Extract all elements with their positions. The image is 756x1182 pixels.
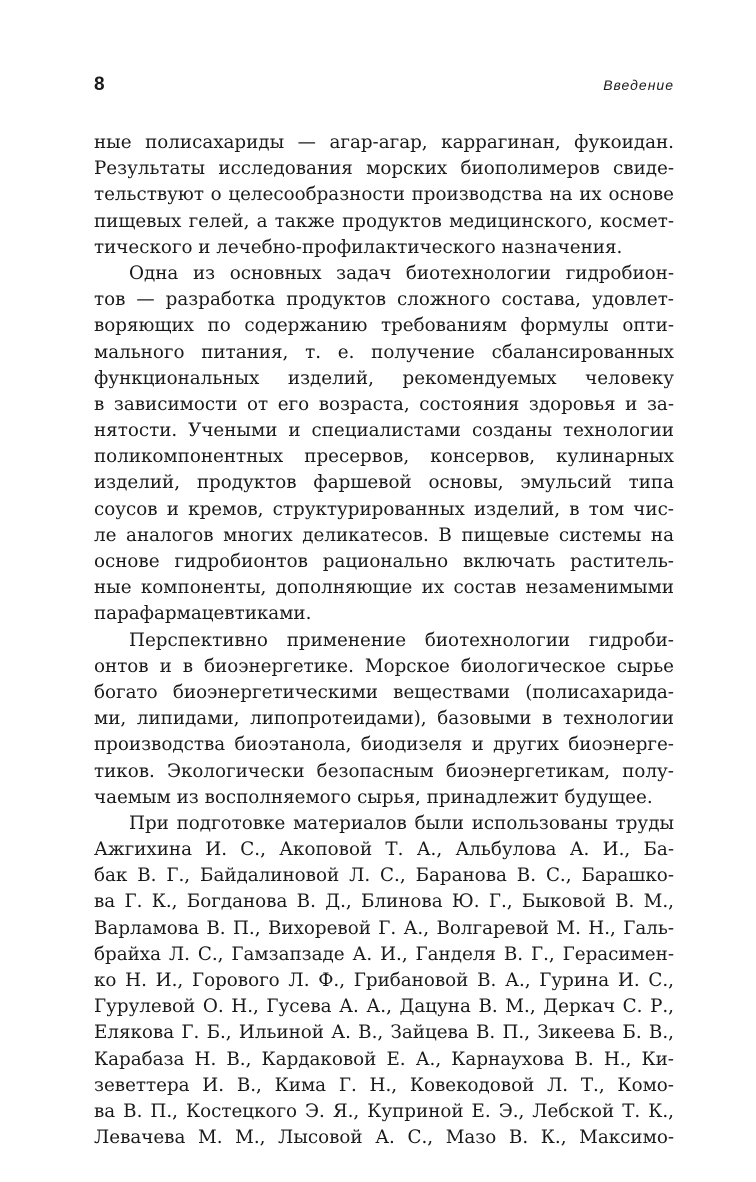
text-line: в зависимости от его возраста, состояния здоровья и за-: [94, 393, 674, 415]
text-line: Левачева М. М., Лысовой А. С., Мазо В. К., Максимо-: [94, 1127, 674, 1149]
text-line: производства биоэтанола, биодизеля и других биоэнерге-: [94, 734, 674, 756]
text-line: ми, липидами, липопротеидами), базовыми в технологии: [94, 708, 674, 730]
text-line: бак В. Г., Байдалиновой Л. С., Баранова В. С., Барашко-: [94, 865, 674, 887]
text-line: воряющих по содержанию требованиям формулы опти-: [94, 315, 674, 337]
text-line: богато биоэнергетическими веществами (полисахарида-: [94, 681, 674, 703]
text-line: Перспективно применение биотехнологии гидроби-: [129, 629, 674, 651]
text-line: Одна из основных задач биотехнологии гидробион-: [129, 262, 674, 284]
text-line: нятости. Учеными и специалистами созданы технологии: [94, 420, 674, 442]
text-line: тельствуют о целесообразности производства на их основе: [94, 184, 674, 206]
text-line: основе гидробионтов рационально включать раститель-: [94, 551, 674, 572]
text-line: парафармацевтиками.: [94, 603, 312, 625]
text-line: зеветтера И. В., Кима Г. Н., Ковекодовой Л. Т., Комо-: [94, 1074, 674, 1096]
text-line: пищевых гелей, а также продуктов медицинского, космет-: [94, 210, 674, 232]
text-line: тического и лечебно-профилактического назначения.: [94, 236, 623, 258]
body-text: [94, 130, 674, 1151]
text-line: поликомпонентных пресервов, консервов, кулинарных: [94, 446, 674, 468]
text-line: функциональных изделий, рекомендуемых человеку: [94, 367, 674, 389]
text-line: мального питания, т. е. получение сбалансированных: [94, 341, 674, 363]
text-line: брайха Л. С., Гамзапзаде А. И., Ганделя В. Г., Герасимен-: [94, 943, 674, 965]
text-line: Гурулевой О. Н., Гусева А. А., Дацуна В. М., Деркач С. Р.,: [94, 996, 674, 1018]
text-line: ные компоненты, дополняющие их состав незаменимыми: [94, 577, 674, 599]
text-line: ные полисахариды — агар-агар, каррагинан, фукоидан.: [94, 132, 674, 153]
text-line: Варламова В. П., Вихоревой Г. А., Волгаревой М. Н., Галь-: [94, 917, 674, 939]
text-line: тиков. Экологически безопасным биоэнергетикам, полу-: [94, 760, 674, 782]
text-line: онтов и в биоэнергетике. Морское биологическое сырье: [94, 655, 674, 677]
text-line: соусов и кремов, структурированных изделий, в том чис-: [94, 498, 674, 520]
text-line: ко Н. И., Горового Л. Ф., Грибановой В. А., Гурина И. С.,: [94, 970, 674, 991]
text-line: ва В. П., Костецкого Э. Я., Куприной Е. Э., Лебской Т. К.,: [94, 1100, 674, 1122]
text-line: Ажгихина И. С., Акоповой Т. А., Альбулова А. И., Ба-: [94, 839, 674, 861]
text-line: Карабаза Н. В., Кардаковой Е. А., Карнаухова В. Н., Ки-: [94, 1048, 674, 1070]
running-header: [94, 72, 674, 98]
text-line: тов — разработка продуктов сложного состава, удовлет-: [94, 289, 674, 311]
text-line: Результаты исследования морских биополимеров свиде-: [94, 158, 674, 180]
text-line: При подготовке материалов были использованы труды: [129, 812, 674, 834]
text-line: ва Г. К., Богданова В. Д., Блинова Ю. Г., Быковой В. М.,: [94, 891, 674, 913]
text-line: изделий, продуктов фаршевой основы, эмульсий типа: [94, 472, 674, 494]
text-line: Елякова Г. Б., Ильиной А. В., Зайцева В. П., Зикеева Б. В.,: [94, 1022, 674, 1044]
text-line: чаемым из восполняемого сырья, принадлежит будущее.: [94, 786, 653, 808]
text-line: ле аналогов многих деликатесов. В пищевые системы на: [94, 524, 674, 546]
section-title: Введение: [603, 77, 674, 93]
page-number: 8: [94, 74, 105, 95]
